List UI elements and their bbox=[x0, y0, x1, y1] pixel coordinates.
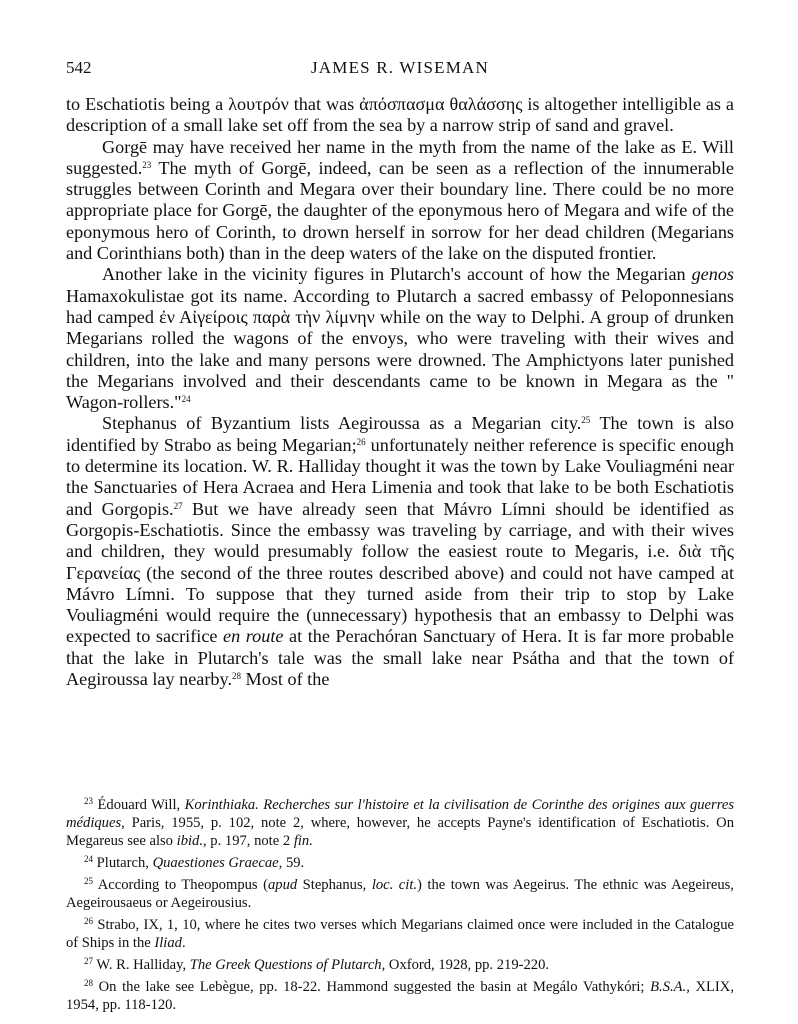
footnote-ref-24[interactable]: 24 bbox=[181, 394, 191, 405]
footnote-ref-23[interactable]: 23 bbox=[142, 159, 152, 170]
italic-genos: genos bbox=[691, 264, 734, 285]
footnote-24: $^{24}$ Plutarch, Quaestiones Graecae, 59. bbox=[84, 854, 305, 871]
paragraph-3: Another lake in the vicinity figures in Plutarch's account of how the Megarian genos Hamaxokulistae got its name. According to Plutarch a sacred embassy of Peloponnesians had camped ἐν Αἰγείροις παρὰ τὴν λίμνην while on the way to Delphi. A group of drunken Megarians rolled the wagons of the envoys, who were traveling with their wives and children, into the lake and many persons were drowned. The Amphictyons later punished the Megarians involved and their descendants came to be known in Megara as the " Wagon-rollers."$^{24}$ bbox=[66, 264, 734, 413]
footnote-ref-26[interactable]: 26 bbox=[356, 436, 366, 447]
body-text bbox=[66, 94, 734, 690]
footnote-27: $^{27}$ W. R. Halliday, The Greek Questions of Plutarch, Oxford, 1928, pp. 219-220. bbox=[84, 956, 550, 973]
footnotes bbox=[66, 792, 734, 1014]
footnote-26: $^{26}$ Strabo, IX, 1, 10, where he cites two verses which Megarians claimed once were included in the Catalogue of Ships in the Iliad. bbox=[66, 916, 734, 951]
running-head: JAMES R. WISEMAN bbox=[310, 58, 490, 77]
paragraph-2: Gorgē may have received her name in the myth from the name of the lake as E. Will suggested.$^{23}$ The myth of Gorgē, indeed, can be seen as a reflection of the innumerable struggles between Corinth and Megara over their boundary line. There could be no more appropriate place for Gorgē, the daughter of the eponymous hero of Megara and wife of the eponymous hero of Corinth, to drown herself in sorrow for her dead children (Megarians and Corinthians both) than in the deep waters of the lake on the disputed frontier. bbox=[66, 136, 734, 264]
paragraph-4: Stephanus of Byzantium lists Aegiroussa as a Megarian city.$^{25}$ The town is also identified by Strabo as being Megarian;$^{26}$ unfortunately neither reference is specific enough to determine its location. W. R. Halliday thought it was the town by Lake Vouliagméni near the Sanctuaries of Hera Acraea and Hera Limenia and took that lake to be both Eschatiotis and Gorgopis.$^{27}$ But we have already seen that Mávro Límni should be identified as Gorgopis-Eschatiotis. Since the embassy was traveling by carriage, and with their wives and children, they would presumably follow the easiest route to Megaris, i.e. διὰ τῆς Γερανείας (the second of the three routes described above) and could not have camped at Mávro Límni. To suppose that they turned aside from their trip to stop by Lake Vouliagméni would require the (unnecessary) hypothesis that an embassy to Delphi was expected to sacrifice en route at the Perachóran Sanctuary of Hera. It is far more probable that the lake in Plutarch's tale was the small lake near Psátha and that the town of Aegiroussa lay nearby.$^{28}$ Most of the bbox=[66, 413, 735, 690]
footnote-ref-27[interactable]: 27 bbox=[173, 500, 183, 511]
paragraph-1: to Eschatiotis being a λουτρόν that was ἀπόσπασμα θαλάσσης is altogether intelligible as a description of a small lake set off from the sea by a narrow strip of sand and gravel. bbox=[66, 94, 734, 136]
footnote-ref-25[interactable]: 25 bbox=[581, 415, 591, 426]
footnote-25: $^{25}$ According to Theopompus (apud Stephanus, loc. cit.) the town was Aegeirus. The ethnic was Aegeireus, Aegeirousaeus or Aegeirousius. bbox=[66, 876, 734, 911]
footnote-ref-28[interactable]: 28 bbox=[232, 671, 241, 682]
italic-en-route: en route bbox=[223, 626, 284, 647]
page-number: 542 bbox=[66, 58, 92, 77]
footnote-28: $^{28}$ On the lake see Lebègue, pp. 18-22. Hammond suggested the basin at Megálo Vathykóri; B.S.A., XLIX, 1954, pp. 118-120. bbox=[66, 978, 734, 1013]
page-header bbox=[66, 58, 734, 82]
footnote-23: $^{23}$ Édouard Will, Korinthiaka. Recherches sur l'histoire et la civilisation de Corinthe des origines aux guerres médiques, Paris, 1955, p. 102, note 2, where, however, he accepts Payne's identification of Eschatiotis. On Megareus see also ibid., p. 197, note 2 fin. bbox=[66, 796, 734, 849]
